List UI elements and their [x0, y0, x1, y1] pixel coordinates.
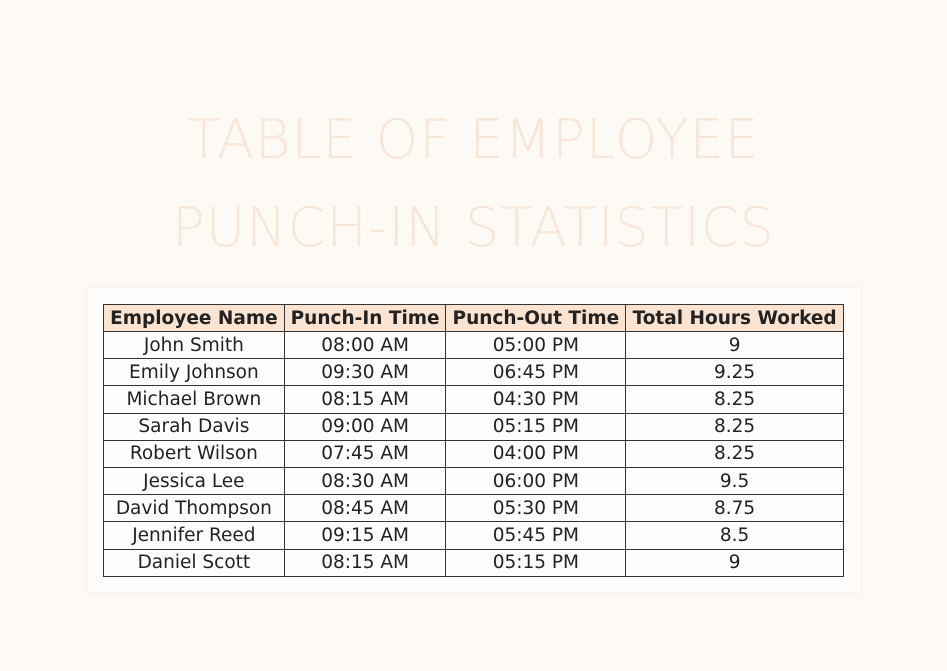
- table-cell: 9.25: [626, 359, 844, 386]
- table-row: [104, 359, 844, 386]
- title-line-2: PUNCH-IN STATISTICS: [172, 196, 775, 259]
- column-header: Punch-Out Time: [446, 305, 626, 332]
- table-cell: 8.25: [626, 440, 844, 467]
- table-row: [104, 522, 844, 549]
- table-cell: John Smith: [104, 332, 285, 359]
- table-cell: Robert Wilson: [104, 440, 285, 467]
- table-cell: 9: [626, 549, 844, 576]
- page-title: [0, 96, 947, 272]
- table-cell: 8.25: [626, 386, 844, 413]
- table-cell: 09:15 AM: [284, 522, 446, 549]
- table-cell: Daniel Scott: [104, 549, 285, 576]
- table-cell: 09:30 AM: [284, 359, 446, 386]
- table-cell: Jessica Lee: [104, 467, 285, 494]
- table-cell: 05:00 PM: [446, 332, 626, 359]
- table-cell: 8.75: [626, 495, 844, 522]
- table-cell: 04:00 PM: [446, 440, 626, 467]
- table-cell: 06:00 PM: [446, 467, 626, 494]
- table-row: [104, 413, 844, 440]
- table-cell: 08:15 AM: [284, 386, 446, 413]
- table-cell: Emily Johnson: [104, 359, 285, 386]
- table-cell: 08:30 AM: [284, 467, 446, 494]
- table-row: [104, 495, 844, 522]
- table-cell: Jennifer Reed: [104, 522, 285, 549]
- table-cell: Michael Brown: [104, 386, 285, 413]
- table-cell: 05:45 PM: [446, 522, 626, 549]
- punch-in-table: [103, 304, 844, 577]
- table-cell: 06:45 PM: [446, 359, 626, 386]
- table-row: [104, 332, 844, 359]
- table-cell: 08:45 AM: [284, 495, 446, 522]
- table-cell: 08:00 AM: [284, 332, 446, 359]
- table-cell: 9.5: [626, 467, 844, 494]
- table-row: [104, 549, 844, 576]
- table-cell: 8.25: [626, 413, 844, 440]
- table-cell: 05:15 PM: [446, 549, 626, 576]
- table-header-row: [104, 305, 844, 332]
- table-cell: Sarah Davis: [104, 413, 285, 440]
- table-row: [104, 386, 844, 413]
- table-cell: 09:00 AM: [284, 413, 446, 440]
- table-cell: 05:15 PM: [446, 413, 626, 440]
- title-line-1: TABLE OF EMPLOYEE: [187, 108, 760, 171]
- table-row: [104, 440, 844, 467]
- table-cell: 05:30 PM: [446, 495, 626, 522]
- column-header: Employee Name: [104, 305, 285, 332]
- table-cell: 07:45 AM: [284, 440, 446, 467]
- table-cell: David Thompson: [104, 495, 285, 522]
- table-cell: 08:15 AM: [284, 549, 446, 576]
- table-cell: 9: [626, 332, 844, 359]
- table-cell: 8.5: [626, 522, 844, 549]
- column-header: Punch-In Time: [284, 305, 446, 332]
- column-header: Total Hours Worked: [626, 305, 844, 332]
- table-cell: 04:30 PM: [446, 386, 626, 413]
- table-row: [104, 467, 844, 494]
